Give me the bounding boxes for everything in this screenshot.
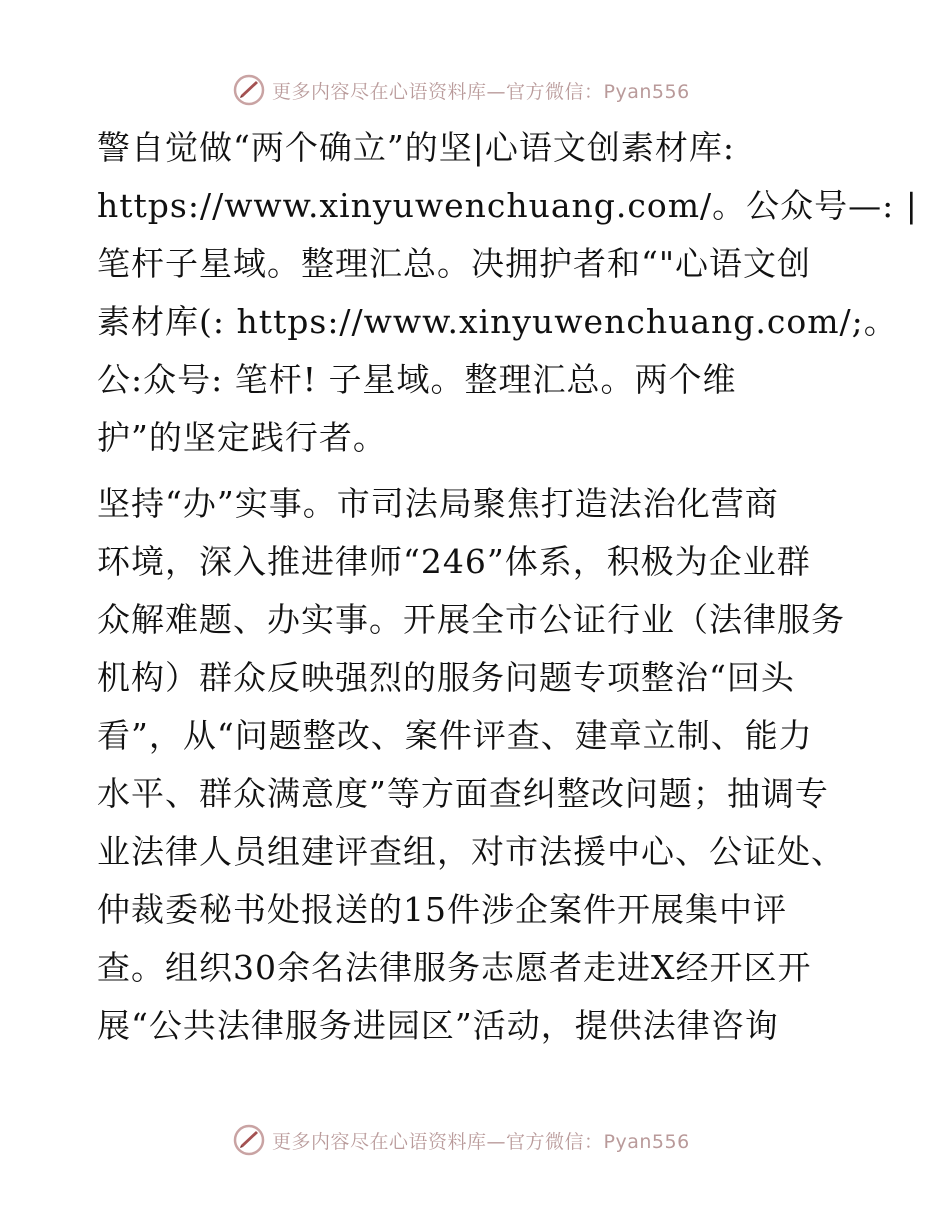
watermark-text: 更多内容尽在心语资料库—官方微信：Pyan556: [272, 80, 690, 103]
text-line: 仲裁委秘书处报送的15件涉企案件开展集中评: [97, 890, 787, 929]
brand-logo-icon: [232, 73, 266, 107]
text-line: 展“公共法律服务进园区”活动，提供法律咨询: [97, 1006, 779, 1045]
text-line: 警自觉做“两个确立”的坚|心语文创素材库:: [97, 128, 735, 167]
text-line: 坚持“办”实事。市司法局聚焦打造法治化营商: [97, 484, 779, 523]
text-line: 水平、群众满意度”等方面查纠整改问题；抽调专: [97, 774, 829, 813]
watermark-text: 更多内容尽在心语资料库—官方微信：Pyan556: [272, 1130, 690, 1153]
brand-logo-icon: [232, 1123, 266, 1157]
text-line: 笔杆子星域。整理汇总。决拥护者和“"心语文创: [97, 244, 812, 283]
text-line: 机构）群众反映强烈的服务问题专项整治“回头: [97, 658, 795, 697]
text-line: 查。组织30余名法律服务志愿者走进X经开区开: [97, 948, 812, 987]
text-line: 看”，从“问题整改、案件评查、建章立制、能力: [97, 716, 813, 755]
paragraph-1: [97, 128, 918, 476]
paragraph-gap: [97, 476, 857, 484]
text-line: https://www.xinyuwenchuang.com/。公众号—: |: [97, 186, 918, 225]
document-body: [97, 128, 918, 1064]
text-line: 公:众号: 笔杆! 子星域。整理汇总。两个维: [97, 360, 737, 399]
header-watermark: [232, 70, 732, 110]
paragraph-2: [97, 484, 857, 1064]
footer-watermark: [232, 1120, 732, 1160]
text-line: 护”的坚定践行者。: [97, 418, 387, 457]
text-line: 环境，深入推进律师“246”体系，积极为企业群: [97, 542, 811, 581]
text-line: 业法律人员组建评查组，对市法援中心、公证处、: [97, 832, 845, 871]
text-line: 素材库(: https://www.xinyuwenchuang.com/;。: [97, 302, 898, 341]
text-line: 众解难题、办实事。开展全市公证行业（法律服务: [97, 600, 845, 639]
